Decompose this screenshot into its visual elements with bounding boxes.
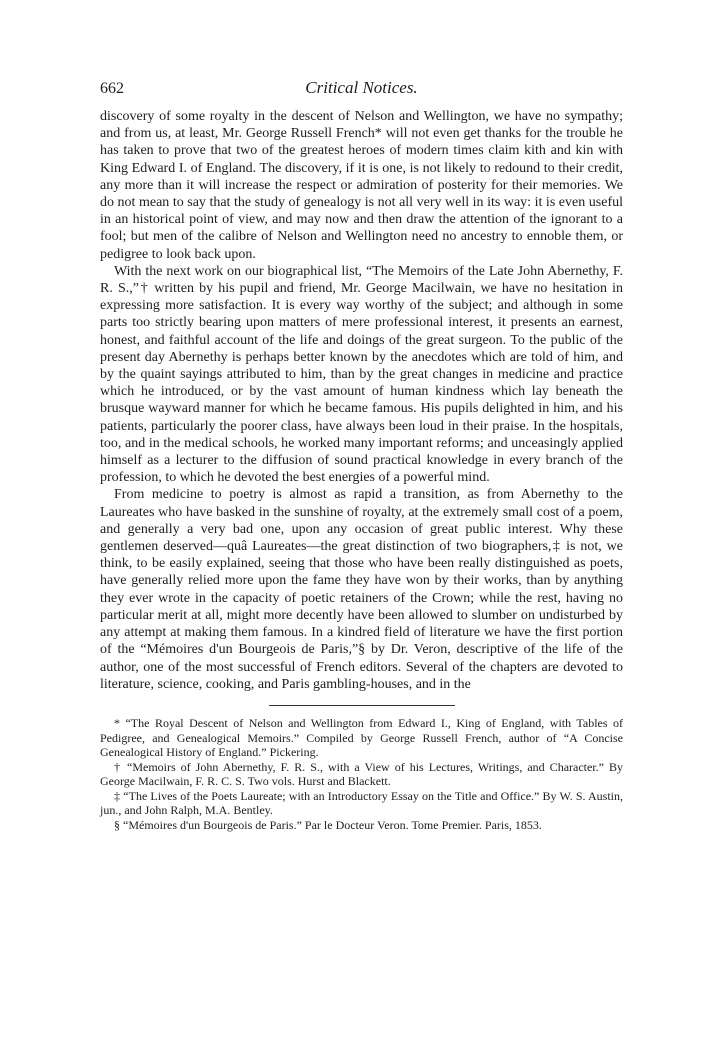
body-text — [100, 108, 623, 693]
footnote-abernethy: † “Memoirs of John Abernethy, F. R. S., with a View of his Lectures, Writings, and Character.” By George Macilwain, F. R. C. S. Two vols. Hurst and Blackett. — [100, 759, 623, 789]
page-number: 662 — [100, 80, 124, 97]
footnote-royal-descent: * “The Royal Descent of Nelson and Wellington from Edward I., King of England, with Tables of Pedigree, and Genealogical Memoirs.” Compiled by George Russell French, author of “A Concise Genealogical History of England.” Pickering. — [100, 715, 623, 760]
running-title: Critical Notices. — [305, 78, 418, 97]
footnote-poets-laureate: ‡ “The Lives of the Poets Laureate; with an Introductory Essay on the Title and Office.” By W. S. Austin, jun., and John Ralph, M.A. Bentley. — [100, 788, 623, 818]
footnote-divider — [269, 705, 455, 706]
footnote-memoires: § “Mémoires d'un Bourgeois de Paris.” Par le Docteur Veron. Tome Premier. Paris, 1853. — [114, 818, 542, 833]
footnotes — [100, 716, 623, 833]
page-header — [100, 78, 623, 104]
paragraph-abernethy: With the next work on our biographical list, “The Memoirs of the Late John Abernethy, F. R. S.,”† written by his pupil and friend, Mr. George Macilwain, we have no hesitation in expressing more satisfaction. It is every way worthy of the subject; and although in some parts too strictly bearing upon matters of mere professional interest, it presents an earnest, honest, and faithful account of the life and doings of the great surgeon. To the public of the present day Abernethy is perhaps better known by the anecdotes which are told of him, and by the quaint sayings attributed to him, than by the great changes in medicine and practice which he introduced, or by the vast amount of human kindness which lay beneath the brusque wayward manner for which he became famous. His pupils delighted in him, and his patients, particularly the poorer class, have always been loud in their praise. In the hospitals, too, and in the medical schools, he worked many important reforms; and unceasingly applied himself as a lecturer to the diffusion of sound practical knowledge in every branch of the profession, to which he devoted the best energies of a powerful mind. — [100, 263, 623, 486]
paragraph-laureates: From medicine to poetry is almost as rapid a transition, as from Abernethy to the Laureates who have basked in the sunshine of royalty, at the extremely small cost of a poem, and generally a very bad one, upon any occasion of great public interest. Why these gentlemen deserved—quâ Laureates—the great distinction of two biographers,‡ is not, we think, to be easily explained, seeing that those who have been really distinguished as poets, have generally relied more upon the fame they have won by their works, than by anything they ever wrote in the capacity of poetic retainers of the Crown; while the rest, having no particular merit at all, might more decently have been allowed to slumber on undisturbed by any attempt at making them famous. In a kindred field of literature we have the first portion of the “Mémoires d'un Bourgeois de Paris,”§ by Dr. Veron, descriptive of the life of the author, one of the most successful of French editors. Several of the chapters are devoted to literature, science, cooking, and Paris gambling-houses, and in the — [100, 487, 623, 692]
paragraph-royal-descent: discovery of some royalty in the descent of Nelson and Wellington, we have no sympathy; and from us, at least, Mr. George Russell French* will not even get thanks for the trouble he has taken to prove that two of the greatest heroes of modern times claim kith and kin with King Edward I. of England. The discovery, if it is one, is not likely to redound to their credit, any more than it will increase the respect or admiration of posterity for their memories. We do not mean to say that the study of genealogy is not all very well in its way: it is even useful in an historical point of view, and may now and then draw the attention of the ignorant to a fool; but men of the calibre of Nelson and Wellington need no ancestry to ennoble them, or pedigree to look back upon. — [100, 109, 623, 262]
